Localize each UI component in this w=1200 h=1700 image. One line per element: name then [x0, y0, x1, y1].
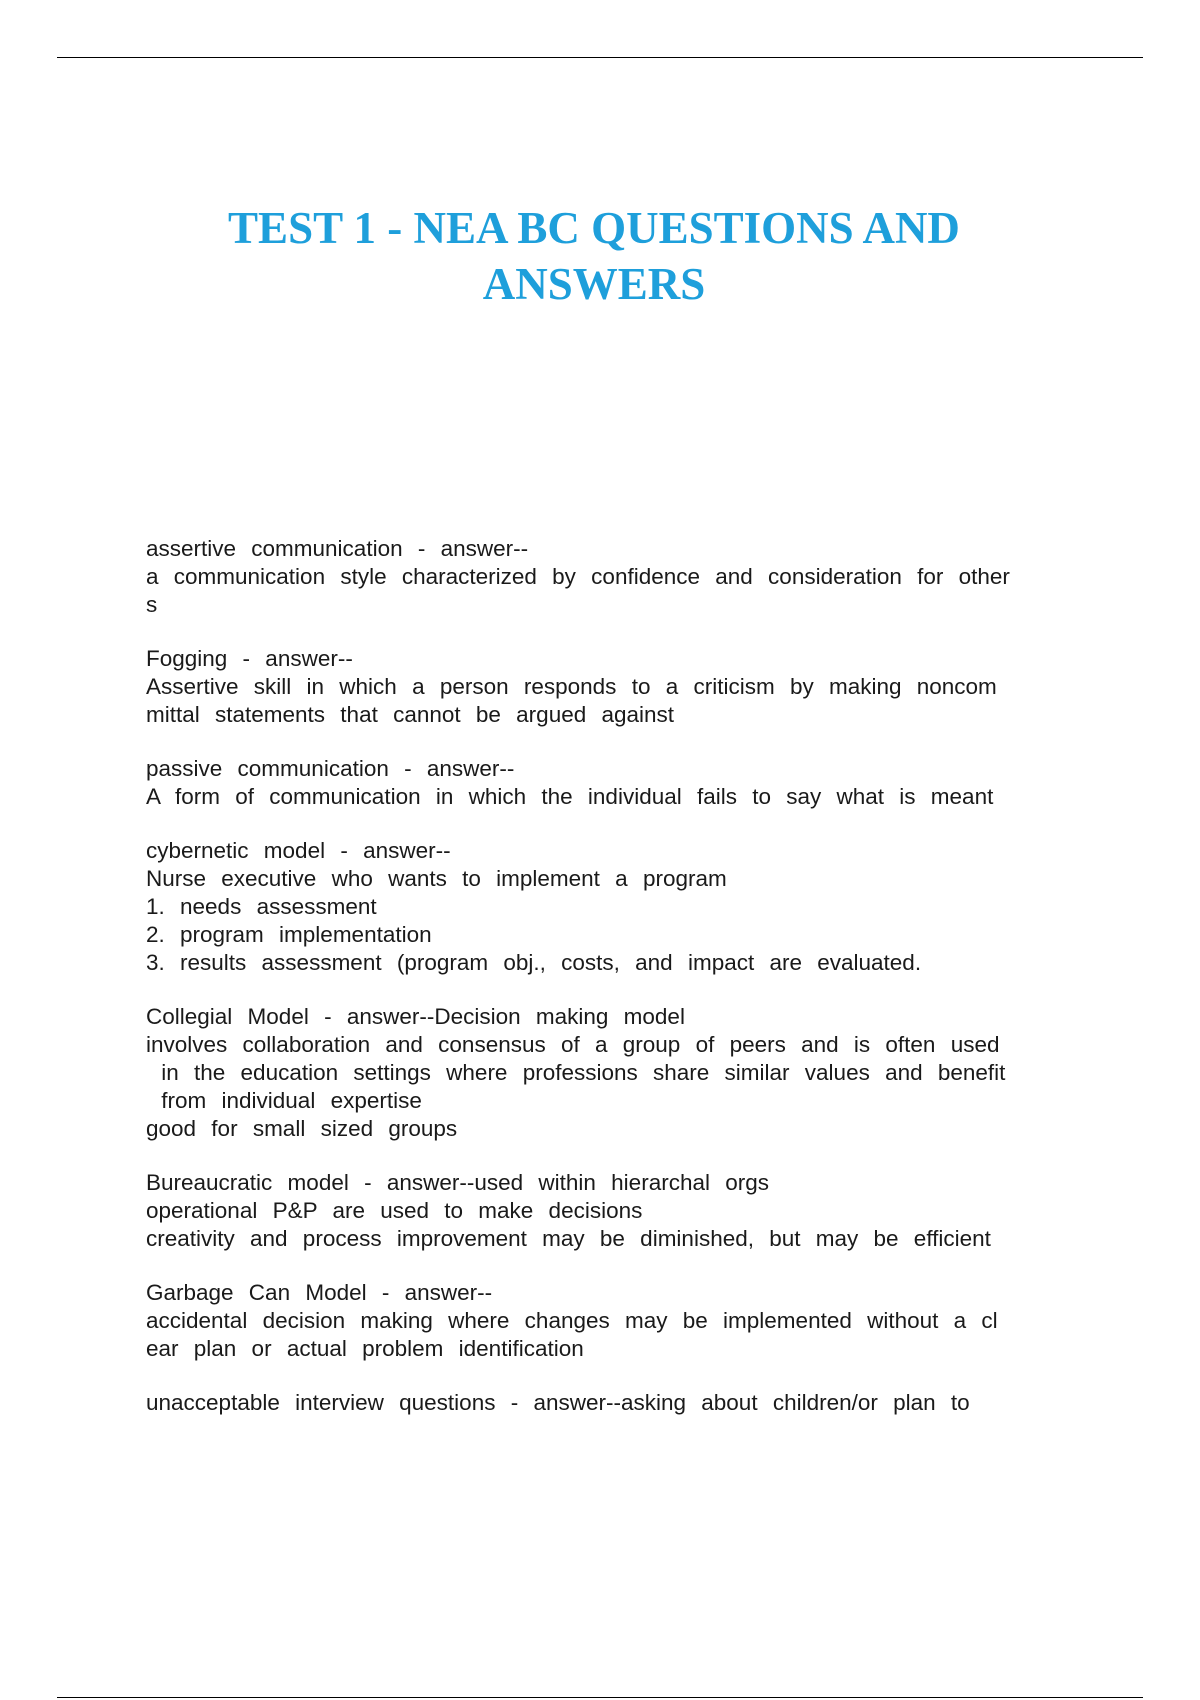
entry-line: a communication style characterized by confidence and consideration for other — [146, 564, 1010, 589]
entry-line: involves collaboration and consensus of a group of peers and is often used — [146, 1032, 1000, 1057]
entry-line: creativity and process improvement may be diminished, but may be efficient — [146, 1226, 991, 1251]
qa-entry-assertive-communication — [146, 535, 1086, 619]
entry-line: mittal statements that cannot be argued against — [146, 702, 675, 727]
entry-line: Garbage Can Model - answer-- — [146, 1280, 493, 1305]
qa-entry-collegial-model — [146, 1003, 1086, 1143]
entry-line: cybernetic model - answer-- — [146, 838, 451, 863]
qa-content — [146, 535, 1086, 1443]
top-rule — [57, 57, 1143, 58]
entry-line: A form of communication in which the individual fails to say what is meant — [146, 784, 994, 809]
entry-line: Collegial Model - answer--Decision making model — [146, 1004, 685, 1029]
entry-line: 3. results assessment (program obj., costs, and impact are evaluated. — [146, 950, 922, 975]
entry-line: ear plan or actual problem identification — [146, 1336, 584, 1361]
document-title — [0, 200, 1188, 312]
entry-line: from individual expertise — [146, 1088, 422, 1113]
entry-line: accidental decision making where changes may be implemented without a cl — [146, 1308, 998, 1333]
entry-line: Fogging - answer-- — [146, 646, 353, 671]
entry-line: assertive communication - answer-- — [146, 536, 529, 561]
qa-entry-bureaucratic-model — [146, 1169, 1086, 1253]
entry-line: in the education settings where professions share similar values and benefit — [146, 1060, 1006, 1085]
entry-line: Assertive skill in which a person responds to a criticism by making noncom — [146, 674, 997, 699]
entry-line: 1. needs assessment — [146, 894, 377, 919]
entry-line: Nurse executive who wants to implement a program — [146, 866, 727, 891]
qa-entry-unacceptable-interview-questions — [146, 1389, 1086, 1417]
entry-line: passive communication - answer-- — [146, 756, 515, 781]
entry-line: operational P&P are used to make decisions — [146, 1198, 643, 1223]
entry-line: Bureaucratic model - answer--used within hierarchal orgs — [146, 1170, 769, 1195]
entry-line: unacceptable interview questions - answer--asking about children/or plan to — [146, 1390, 970, 1415]
title-line-2: ANSWERS — [482, 259, 706, 309]
bottom-rule — [57, 1697, 1143, 1698]
entry-line: good for small sized groups — [146, 1116, 458, 1141]
qa-entry-fogging — [146, 645, 1086, 729]
qa-entry-passive-communication — [146, 755, 1086, 811]
entry-line: s — [146, 592, 158, 617]
entry-line: 2. program implementation — [146, 922, 432, 947]
qa-entry-garbage-can-model — [146, 1279, 1086, 1363]
title-line-1: TEST 1 - NEA BC QUESTIONS AND — [228, 203, 960, 253]
qa-entry-cybernetic-model — [146, 837, 1086, 977]
